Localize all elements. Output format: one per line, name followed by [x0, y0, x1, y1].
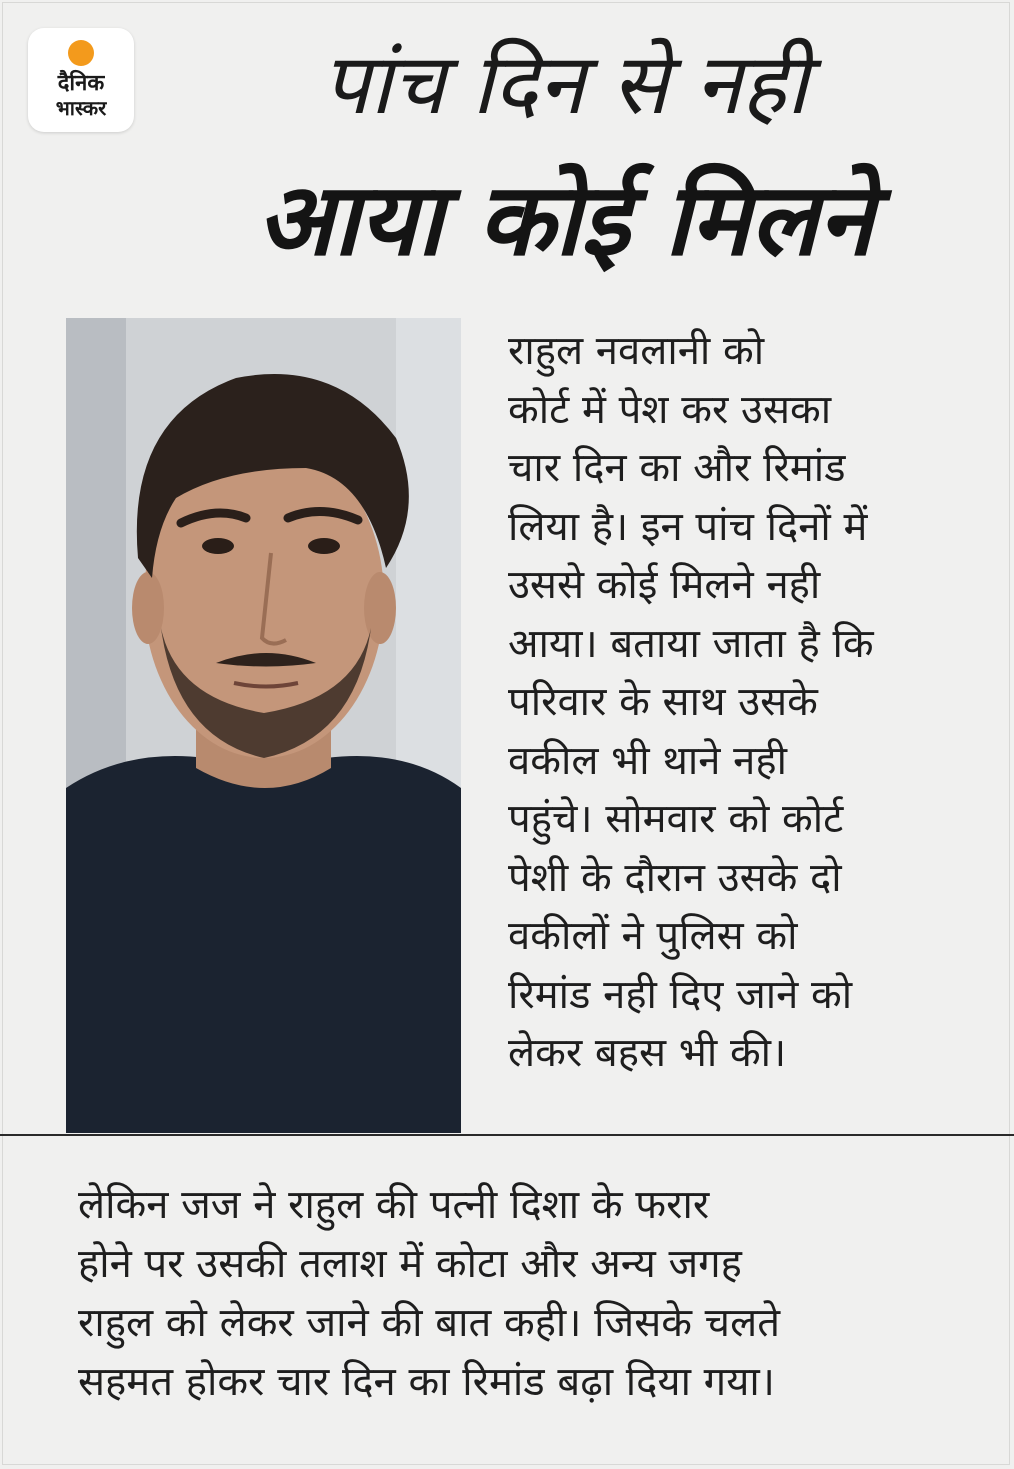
paragraph-line: पहुंचे। सोमवार को कोर्ट — [508, 796, 844, 842]
paragraph-line: राहुल को लेकर जाने की बात कही। जिसके चलते — [78, 1300, 780, 1346]
paragraph-line: राहुल नवलानी को — [508, 328, 765, 374]
side-paragraph — [508, 322, 978, 1083]
portrait-illustration — [66, 318, 461, 1133]
sun-icon — [68, 40, 94, 66]
paragraph-line: वकील भी थाने नही — [508, 737, 787, 784]
headline-line1: पांच दिन से नही — [322, 35, 808, 133]
logo-text-line2: भास्कर — [55, 96, 107, 120]
paragraph-line: चार दिन का और रिमांड — [508, 445, 846, 491]
paragraph-line: उससे कोई मिलने नही — [508, 562, 821, 608]
paragraph-line: होने पर उसकी तलाश में कोटा और अन्य जगह — [78, 1241, 742, 1287]
logo-text-line1: दैनिक — [57, 71, 105, 96]
headline-line2: आया कोई मिलने — [256, 161, 874, 278]
paragraph-line: रिमांड नही दिए जाने को — [508, 971, 853, 1018]
paragraph-line: लिया है। इन पांच दिनों में — [508, 503, 868, 550]
paragraph-line: लेकर बहस भी की। — [508, 1030, 787, 1076]
portrait-photo — [66, 318, 461, 1133]
paragraph-line: सहमत होकर चार दिन का रिमांड बढ़ा दिया गया। — [78, 1359, 775, 1405]
brand-logo — [28, 28, 134, 132]
paragraph-line: पेशी के दौरान उसके दो — [508, 854, 842, 901]
paragraph-line: परिवार के साथ उसके — [508, 679, 818, 725]
paragraph-line: आया। बताया जाता है कि — [508, 620, 874, 667]
section-divider — [0, 1134, 1014, 1136]
bottom-paragraph — [78, 1176, 978, 1412]
paragraph-line: लेकिन जज ने राहुल की पत्नी दिशा के फरार — [78, 1182, 710, 1228]
paragraph-line: कोर्ट में पेश कर उसका — [508, 386, 832, 433]
paragraph-line: वकीलों ने पुलिस को — [508, 913, 798, 959]
